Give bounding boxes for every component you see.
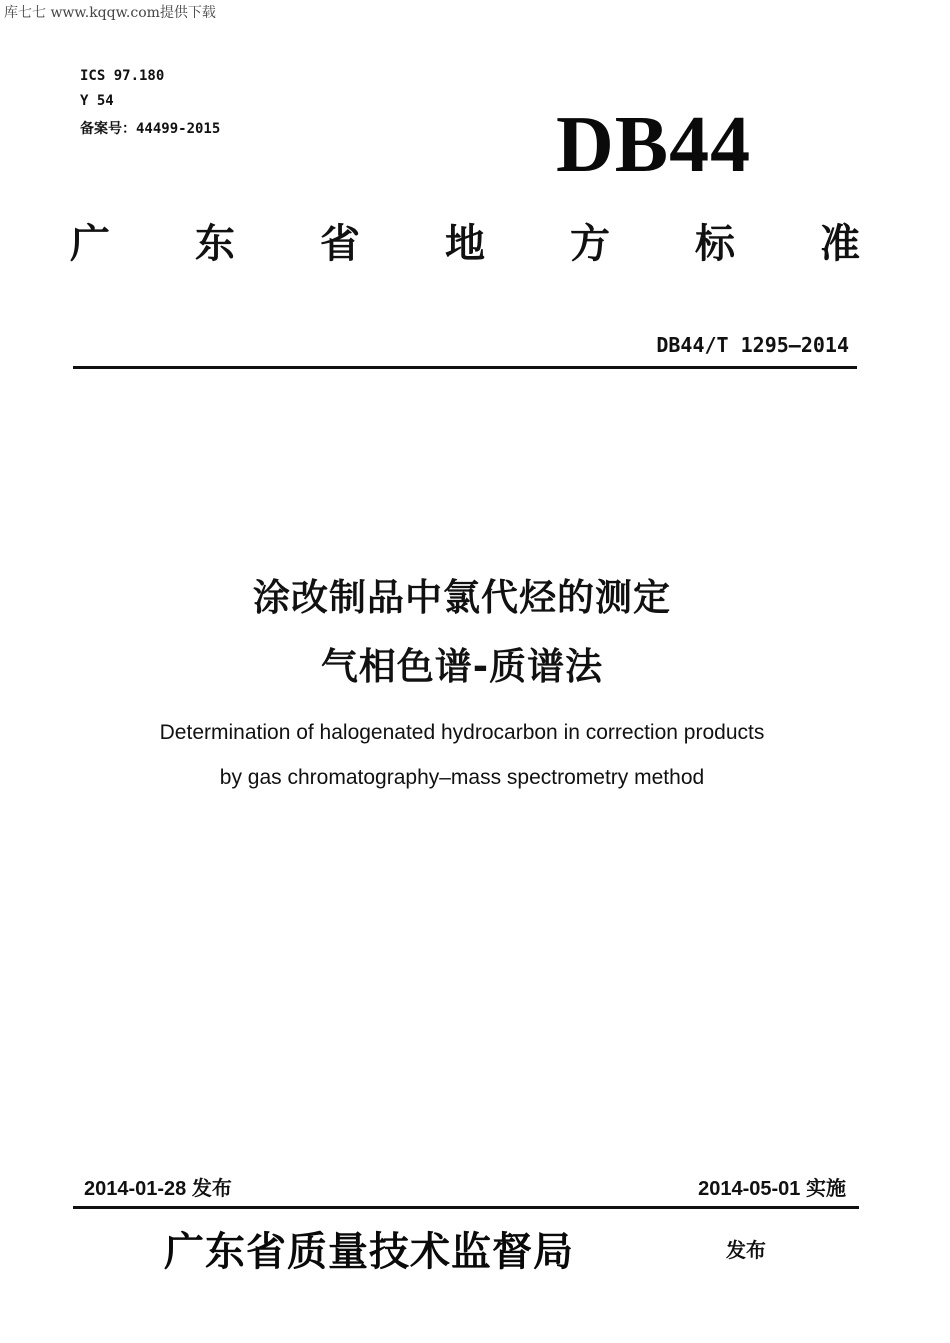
standard-type-char: 标 (695, 220, 735, 267)
issuing-authority: 广东省质量技术监督局 (164, 1228, 574, 1275)
issue-date: 2014-01-28 发布 (84, 1178, 232, 1200)
standard-type-char: 地 (445, 220, 485, 267)
db44-logo: DB44 (556, 101, 752, 189)
watermark-text: 库七七 www.kqqw.com提供下载 (4, 5, 216, 21)
standard-type-char: 准 (820, 220, 860, 267)
ics-code: ICS 97.180 (80, 68, 165, 84)
standard-type-char: 方 (570, 220, 610, 267)
standard-type-char: 广 (70, 220, 110, 267)
standard-number: DB44/T 1295—2014 (656, 333, 849, 357)
classification-code: Y 54 (80, 93, 114, 109)
standard-type-heading (70, 212, 860, 269)
bottom-divider (73, 1206, 859, 1209)
standard-type-char: 省 (320, 220, 360, 267)
record-number: 备案号：44499-2015 (80, 121, 221, 137)
issued-label: 发布 (726, 1238, 766, 1262)
title-english-line-1: Determination of halogenated hydrocarbon in correction products (159, 721, 765, 744)
top-divider (73, 366, 857, 369)
standard-type-char: 东 (195, 220, 235, 267)
title-english-line-2: by gas chromatography–mass spectrometry method (219, 766, 705, 789)
title-chinese-line-2: 气相色谱-质谱法 (320, 645, 604, 688)
title-chinese-line-1: 涂改制品中氯代烃的测定 (253, 576, 671, 619)
implementation-date: 2014-05-01 实施 (698, 1178, 846, 1200)
